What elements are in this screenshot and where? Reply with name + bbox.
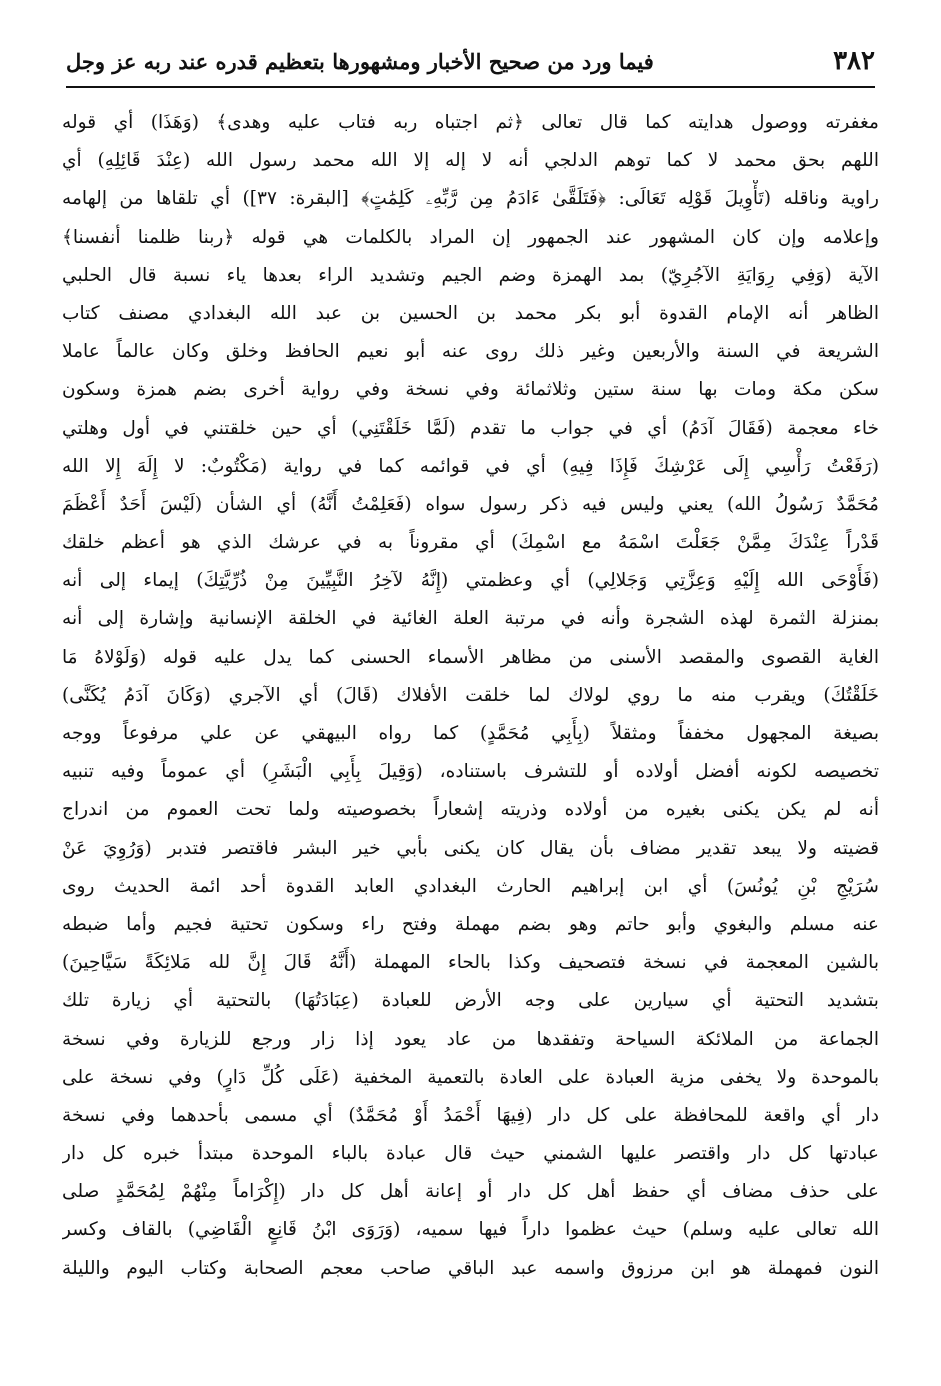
text-line: الجماعة من الملائكة السياحة وتفقدها من عاد يعود إذا زار ورجع للزيارة وفي نسخة [62,1028,879,1050]
text-line: اللهم بحق محمد لا كما توهم الدلجي أنه لا إله إلا الله محمد رسول الله (عِنْدَ قَائِلِهِ) أي [62,150,879,172]
text-line: بمنزلة الثمرة لهذه الشجرة وأنه في مرتبة العلة الغائية في الخلقة الإنسانية وإشارة إلى أنه [62,608,879,630]
text-line: بالموحدة ولا يخفى مزية العبادة على العادة بالتعمية المخفية (عَلَى كُلِّ دَارٍ) وفي نسخة على [62,1066,879,1088]
text-line: بتشديد التحتية أي سيارين على وجه الأرض للعبادة (عِبَادَتُهَا) بالتحتية أي زيارة تلك [62,990,879,1012]
text-line: راوية وناقله (تَأْوِيلَ قَوْلِه تَعَالَى: ﴿فَتَلَقَّىٰ ءَادَمُ مِن رَّبِّهِۦ كَلِمَٰتٍ﴾ [البقرة: ٣٧]) أي تلقاها من إلهامه [62,188,879,210]
text-line: قَدْراً عِنْدَكَ مِمَّنْ جَعَلْتَ اسْمَهُ مع اسْمِكَ) أي مقروناً به في عرشك الذي هو أعظم خلقك [62,532,879,554]
text-line: دار أي واقعة للمحافظة على كل دار (فِيهَا أَحْمَدُ أَوْ مُحَمَّدٌ) أي مسمى بأحدهما وفي نسخة [62,1104,879,1126]
body-text [62,104,879,1288]
text-line: مغفرته ووصول هدايته كما قال تعالى ﴿ثم اجتباه ربه فتاب عليه وهدى﴾ (وَهَذَا) أي قوله [62,112,879,133]
text-line: خاء معجمة (فَقَالَ آدَمُ) أي في جواب ما تقدم (لَمَّا خَلَقْتَنِي) أي حين خلقتني في أول وهلتي [62,417,879,439]
text-line: (رَفَعْتُ رَأْسِي إِلَى عَرْشِكَ فَإِذَا فِيهِ) أي في قوائمه كما في رواية (مَكْتُوبٌ: لا إِلَهَ إِلا الله [62,455,879,477]
text-line: عبادتها كل دار واقتصر عليها الشمني حيث قال عبادة بالباء الموحدة مبتدأ خبره كل دار [62,1143,879,1165]
text-line: الغاية القصوى والمقصد الأسنى من مظاهر الأسماء الحسنى كما يدل عليه قوله (وَلَوْلاهُ مَا [62,646,879,668]
text-line: تخصيصه لكونه أفضل أولاده أو للتشرف باستناده، (وَقِيلَ بِأَبِي الْبَشَرِ) أي عموماً وفيه تنبيه [62,761,879,783]
text-line: خَلَقْتُكَ) ويقرب منه ما روي لولاك لما خلقت الأفلاك (قَالَ) أي الآجري (وَكَانَ آدَمُ يُكَنَّى) [62,684,879,706]
text-line: سُرَيْجِ بْنِ يُونُسَ) أي ابن إبراهيم الحارث البغدادي العابد القدوة أحد ائمة الحديث روى [62,875,879,897]
text-line: سكن مكة ومات بها سنة ستين وثلاثمائة وفي نسخة وفي رواية أخرى بضم همزة وسكون [62,379,879,401]
page-number: ٣٨٢ [833,46,875,76]
text-line: مُحَمَّدٌ رَسُولُ الله) يعني وليس فيه ذكر رسول سواه (فَعَلِمْتُ أَنَّهُ) أي الشأن (لَيْسَ أَحَدٌ أَعْظَمَ [62,493,879,515]
text-line: عنه مسلم والبغوي وأبو حاتم وهو بضم مهملة وفتح راء وسكون تحتية فجيم وأما ضبطه [62,913,879,935]
text-line: الشريعة في السنة والأربعين وغير ذلك روى عنه أبو نعيم الحافظ وخلق وكان عالماً عاملا [62,341,879,363]
text-line: الله تعالى عليه وسلم) حيث عظموا داراً فيها سميه، (وَرَوَى ابْنُ قَانِعٍ الْقَاضِي) بالقاف وكسر [62,1219,879,1241]
text-line: بصيغة المجهول مخففاً ومثقلاً (بِأَبِي مُحَمَّدٍ) كما رواه البيهقي عن علي مرفوعاً ووجه [62,723,879,744]
text-line: على حذف مضاف أي حفظ أهل كل دار أو إعانة أهل كل دار (إِكْرَاماً مِنْهُمْ لِمُحَمَّدٍ صلى [62,1181,879,1203]
running-title: فيما ورد من صحيح الأخبار ومشهورها بتعظيم قدره عند ربه عز وجل [66,48,654,74]
text-line: بالشين المعجمة في نسخة فتصحيف وكذا بالحاء المهملة (أَنَّهُ قَالَ إِنَّ لله مَلائِكَةً سَيَّاحِينَ) [62,952,879,974]
text-line: قضيته ولا يبعد تقدير مضاف بأن يقال كان يكنى بأبي خير البشر فاقتصر فتدبر (وَرُوِيَ عَنْ [62,837,879,859]
text-line: الآية (وَفِي رِوَايَةِ الآجُرِيّ) بمد الهمزة وضم الجيم وتشديد الراء بعدها ياء نسبة قال الحلبي [62,264,879,286]
text-line: أنه لم يكن يكنى بغيره من أولاده وذريته إشعاراً بخصوصيته ولما تحت العموم من اندراج [62,799,879,821]
text-line: النون فمهملة هو ابن مرزوق واسمه عبد الباقي صاحب معجم الصحابة وكتاب اليوم والليلة [62,1257,879,1279]
text-line: (فَأَوْحَى الله إِلَيْهِ وَعِزَّتِي وَجَلالِي) أي وعظمتي (إِنَّهُ لآخِرُ النَّبِيِّينَ مِنْ ذُرِّيَّتِكَ) إيماء إلى أنه [62,570,879,592]
text-line: الظاهر أنه الإمام القدوة أبو بكر محمد بن الحسين بن عبد الله البغدادي مصنف كتاب [62,302,879,324]
page-header [66,36,875,88]
text-line: وإعلامه وإن كان المشهور عند الجمهور إن المراد بالكلمات هي قوله ﴿ربنا ظلمنا أنفسنا﴾ [62,226,879,248]
